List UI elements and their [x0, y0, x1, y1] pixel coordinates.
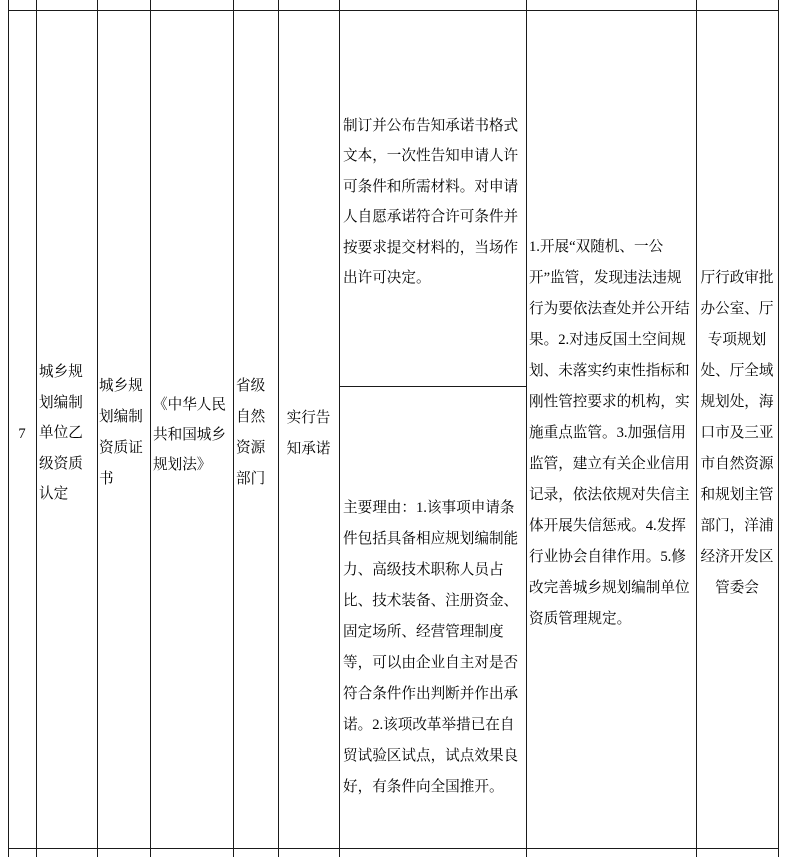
- serial-number: 7: [18, 425, 26, 442]
- cell-reform-reasons: [339, 386, 526, 848]
- legal-basis-line: 共和国城乡: [153, 427, 226, 443]
- responsible-department-line: 和规划主管: [700, 486, 774, 503]
- supervision-line: 体开展失信惩戒。4.发挥: [529, 517, 686, 534]
- cell-item-name: [36, 10, 97, 848]
- supervision-line: 开”监管，发现违法违规: [529, 269, 682, 286]
- reform-reasons-line: 诺。2.该项改革举措已在自: [343, 716, 515, 733]
- supervision-line: 果。2.对违反国土空间规: [529, 331, 686, 348]
- legal-basis-line: 《中华人民: [153, 397, 226, 413]
- approval-department-line: 省级: [236, 377, 266, 394]
- responsible-department-line: 专项规划: [707, 331, 767, 348]
- responsible-department-line: 部门，洋浦: [700, 517, 774, 534]
- reform-reasons-line: 好，有条件向全国推开。: [343, 778, 504, 795]
- cell-license-name: [97, 10, 150, 848]
- responsible-department-line: 规划处，海: [700, 393, 774, 410]
- supervision-line: 1.开展“双随机、一公: [529, 238, 664, 255]
- supervision-line: 监管，建立有关企业信用: [529, 455, 690, 472]
- license-name-text: [97, 371, 150, 495]
- item-name-line: 划编制: [39, 394, 83, 411]
- item-name-line: 城乡规: [39, 364, 83, 380]
- reform-reasons-line: 固定场所、经营管理制度: [343, 623, 504, 640]
- table-border-horizontal: [8, 848, 779, 849]
- license-name-line: 书: [99, 470, 114, 487]
- reform-measures-line: 人自愿承诺符合许可条件并: [343, 209, 519, 226]
- responsible-department-line: 市自然资源: [700, 455, 774, 472]
- supervision-line: 行为要依法查处并公开结: [529, 300, 690, 317]
- reform-reasons-line: 主要理由：1.该事项申请条: [343, 499, 515, 516]
- responsible-department-line: 处、厅全域: [700, 362, 774, 379]
- reform-reasons-line: 贸试验区试点，试点效果良: [343, 747, 519, 764]
- license-name-line: 城乡规: [99, 377, 143, 394]
- table-border-vertical: [778, 0, 779, 857]
- approval-department-line: 自然: [236, 408, 266, 425]
- reform-measures-line: 出许可决定。: [343, 270, 431, 287]
- item-name-line: 认定: [39, 486, 69, 502]
- supervision-line: 行业协会自律作用。5.修: [529, 548, 686, 565]
- responsible-department-line: 经济开发区: [700, 548, 774, 565]
- reform-reasons-line: 符合条件作出判断并作出承: [343, 685, 519, 702]
- responsible-department-line: 厅行政审批: [700, 269, 774, 286]
- reform-method-line: 知承诺: [286, 440, 331, 457]
- supervision-measures-text: [526, 232, 696, 635]
- approval-department-line: 部门: [236, 470, 266, 487]
- reform-reasons-line: 比、技术装备、注册资金、: [343, 592, 519, 609]
- supervision-line: 划、未落实约束性指标和: [529, 362, 690, 379]
- supervision-line: 施重点监管。3.加强信用: [529, 424, 686, 441]
- approval-department-line: 资源: [236, 439, 266, 456]
- reform-measures-line: 制订并公布告知承诺书格式: [343, 117, 519, 134]
- supervision-line: 刚性管控要求的机构，实: [529, 393, 690, 410]
- supervision-line: 资质管理规定。: [529, 610, 632, 627]
- responsible-departments-text: [696, 263, 778, 604]
- cell-reform-method: [278, 10, 339, 848]
- cell-supervision-measures: [526, 10, 696, 848]
- item-name-text: [36, 357, 97, 510]
- supervision-line: 记录，依法依规对失信主: [529, 486, 690, 503]
- reform-method-text: [278, 403, 339, 465]
- item-name-line: 级资质: [39, 455, 83, 472]
- cell-reform-measures: [339, 10, 526, 386]
- cell-approval-department: [233, 10, 278, 848]
- cell-responsible-departments: [696, 10, 778, 848]
- cell-legal-basis: [150, 10, 233, 848]
- serial-number-text: [8, 419, 36, 450]
- cell-serial-number: [8, 10, 36, 848]
- responsible-department-line: 管委会: [715, 579, 759, 596]
- license-name-line: 资质证: [99, 439, 143, 456]
- item-name-line: 单位乙: [39, 425, 83, 441]
- reform-measures-line: 文本，一次性告知申请人许: [343, 148, 519, 165]
- reform-reasons-text: [339, 493, 526, 803]
- reform-measures-line: 按要求提交材料的，当场作: [343, 239, 519, 256]
- legal-basis-text: [150, 390, 233, 480]
- reform-measures-text: [339, 111, 526, 294]
- responsible-department-line: 办公室、厅: [700, 300, 774, 317]
- supervision-line: 改完善城乡规划编制单位: [529, 579, 690, 596]
- license-name-line: 划编制: [99, 408, 143, 425]
- reform-reasons-line: 力、高级技术职称人员占: [343, 561, 504, 578]
- reform-reasons-line: 等，可以由企业自主对是否: [343, 654, 519, 671]
- responsible-department-line: 口市及三亚: [700, 424, 774, 441]
- reform-reasons-line: 件包括具备相应规划编制能: [343, 530, 519, 547]
- approval-department-text: [233, 371, 278, 495]
- reform-measures-line: 可条件和所需材料。对申请: [343, 178, 519, 195]
- reform-method-line: 实行告: [286, 409, 331, 426]
- legal-basis-line: 规划法》: [153, 457, 212, 473]
